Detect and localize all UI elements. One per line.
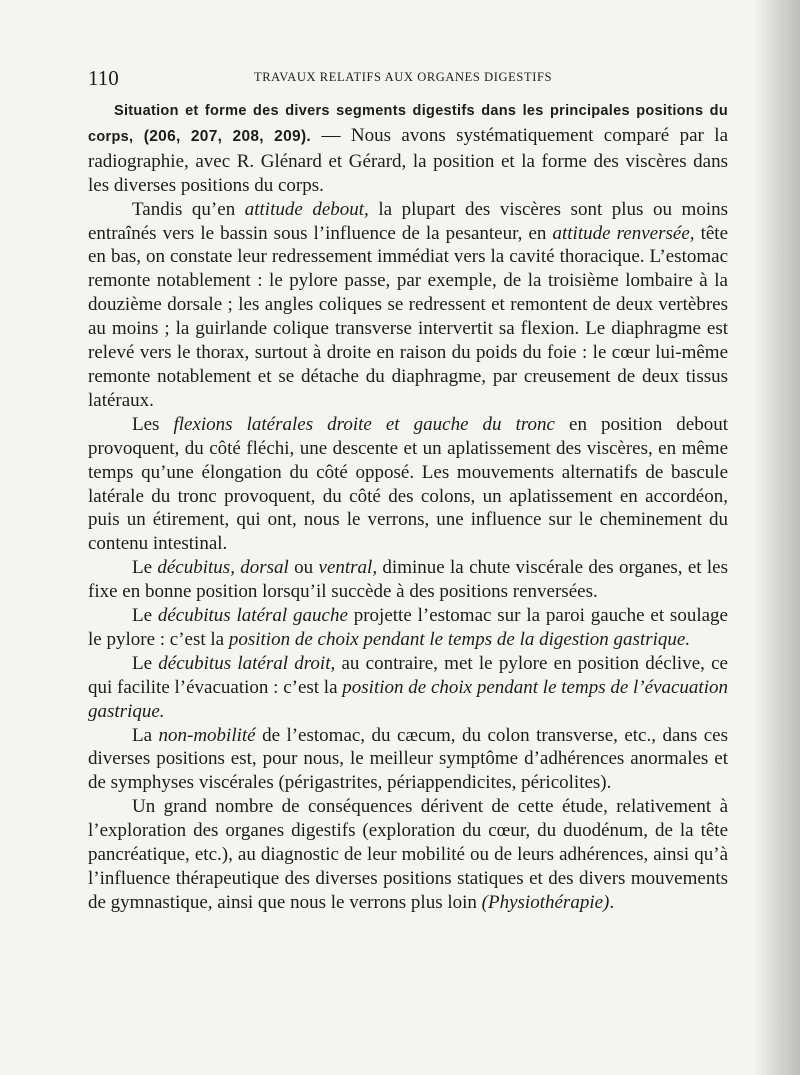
paragraph-text: Le	[132, 652, 159, 674]
paragraph-text: Le	[132, 557, 158, 579]
scan-page-edge-shadow	[754, 0, 800, 1075]
paragraph-text: au contraire, met le pylore en position déclive, ce qui facilite l’évacuation : c’est la	[88, 652, 728, 698]
page-number: 110	[88, 66, 119, 90]
emphasis-text: attitude renversée,	[552, 222, 695, 244]
emphasis-text: non-mobilité	[158, 724, 256, 746]
paragraph-text: de l’estomac, du cæcum, du colon transverse, etc., dans ces diverses positions est, pour nous, le meilleur symptôme d’adhérences anormales et de symphyses viscérales (périgastrites, périappendicites, péricolites).	[88, 724, 728, 794]
emphasis-text: décubitus latéral gauche	[157, 605, 348, 627]
paragraph-consequences	[88, 795, 728, 915]
paragraph-text: La	[132, 724, 159, 746]
section-references: (206, 207, 208, 209).	[143, 127, 312, 145]
paragraph-text: diminue la chute viscérale des organes, et les fixe en bonne position lorsqu’il succède à des positions renversées.	[88, 557, 729, 603]
paragraph-decubitus-gauche	[88, 604, 728, 652]
emphasis-text: flexions latérales droite et gauche du tronc	[173, 413, 555, 435]
paragraph-decubitus-droit	[88, 652, 728, 724]
paragraph-text: en position debout provoquent, du côté fléchi, une descente et un aplatissement des viscères, en même temps qu’une élongation du côté opposé. Les mouvements alternatifs de bascule latérale du tronc provoquent, du côté des colons, un aplatissement en accordéon, puis un étirement, qui ont, nous le verrons, une influence sur le cheminement du contenu intestinal.	[88, 413, 728, 555]
emphasis-text: position de choix pendant le temps de l’évacuation gastrique.	[88, 676, 728, 722]
emphasis-text: décubitus latéral droit,	[158, 652, 336, 674]
paragraph-flexions	[88, 413, 728, 556]
emphasis-text: attitude debout,	[244, 198, 369, 220]
paragraph-text: Tandis qu’en	[132, 198, 245, 220]
paragraph-text: tête en bas, on constate leur redressement immédiat vers la cavité thoracique. L’estomac remonte notablement : le pylore passe, par exemple, de la troisième lombaire à la douzième dorsale ; les angles coliques se redressent et remontent de deux vertèbres au moins ; la guirlande colique transverse intervertit sa flexion. Le diaphragme est relevé vers le thorax, surtout à droite en raison du poids du foie : le cœur lui-même remonte notablement et se détache du diaphragme, par creusement de deux tissus latéraux.	[88, 222, 728, 411]
paragraph-text: Un grand nombre de conséquences dérivent de cette étude, relativement à l’exploration des organes digestifs (exploration du cœur, du duodénum, de la tête pancréatique, etc.), au diagnostic de leur mobilité ou de leurs adhérences, ainsi qu’à l’influence thérapeutique des diverses positions statiques et des divers mouvements de gymnastique, ainsi que nous le verrons plus loin	[88, 796, 728, 913]
book-page	[88, 62, 728, 915]
running-title: TRAVAUX RELATIFS AUX ORGANES DIGESTIFS	[254, 70, 553, 84]
emphasis-text: position de choix pendant le temps de la digestion gastrique.	[228, 628, 691, 650]
paragraph-section-intro	[88, 98, 728, 198]
paragraph-text: — Nous avons systématiquement comparé par la radiographie, avec R. Glénard et Gérard, la position et la forme des viscères dans les diverses positions du corps.	[88, 124, 729, 196]
paragraph-text: la plupart des viscères sont plus ou moins entraînés vers le bassin sous l’influence de la pesanteur, en	[88, 198, 728, 244]
paragraph-text: ou	[288, 557, 319, 579]
paragraph-text: projette l’estomac sur la paroi gauche et soulage le pylore : c’est la	[88, 605, 728, 650]
paragraph-attitudes	[88, 198, 728, 413]
section-heading: Situation et forme des divers segments digestifs dans les principales positions du corps,	[88, 103, 728, 145]
emphasis-text: ventral,	[318, 557, 378, 579]
running-header	[88, 62, 728, 92]
paragraph-text: Le	[132, 605, 158, 627]
paragraph-text: Les	[132, 413, 174, 435]
emphasis-text: (Physiothérapie)	[481, 891, 610, 913]
body-text	[88, 98, 728, 915]
paragraph-decubitus	[88, 556, 728, 604]
paragraph-text: .	[609, 891, 615, 913]
paragraph-non-mobilite	[88, 724, 728, 796]
emphasis-text: décubitus, dorsal	[157, 557, 289, 579]
